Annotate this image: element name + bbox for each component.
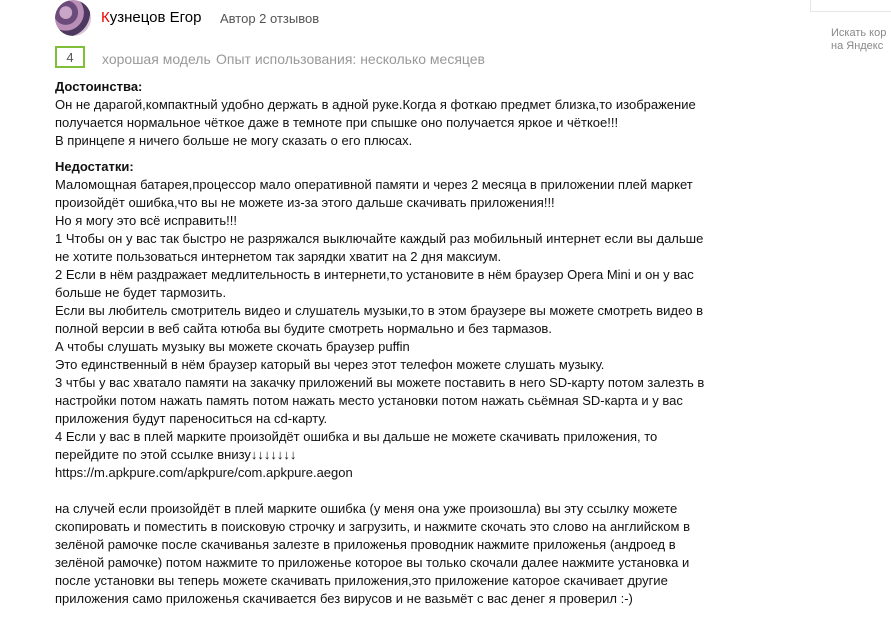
cons-line: больше не будет тармозить. xyxy=(55,285,227,300)
pros-line: получается нормальное чёткое даже в темноте при спышке оно получается яркое и чёткое!!! xyxy=(55,115,619,130)
cons-section xyxy=(55,158,715,608)
author-name-initial: К xyxy=(101,9,110,26)
author-review-count: Автор 2 отзывов xyxy=(220,11,320,26)
cons-line: приложения само приложенья скачивается без вирусов и не вазьмёт с вас денег я проверил :-) xyxy=(55,591,633,606)
cons-line: полной версии в веб сайта ютюба вы будите смотреть нормально и без тармазов. xyxy=(55,321,552,336)
author-name-text: Кузнецов Егор xyxy=(101,9,202,26)
cons-line: 3 чтбы у вас хватало памяти на закачку приложений вы можете поставить в него SD-карту потом залезть в xyxy=(55,375,705,390)
cons-line: зелёной рамочке) потом нажмите то приложенье которое вы только скочали далее нажмите установка и xyxy=(55,555,690,570)
cons-line: Если вы любитель смотритель видео и слушатель музыки,то в этом браузере вы можете смотреть видео в xyxy=(55,303,703,318)
author-avatar[interactable] xyxy=(55,0,91,36)
cons-line: после установки вы теперь можете скачивать приложения,это приложение каторое скачивает другие xyxy=(55,573,668,588)
sidebar-note-line1: Искать кор xyxy=(831,27,887,39)
sidebar-button-edge xyxy=(810,0,891,12)
cons-link[interactable]: https://m.apkpure.com/apkpure/com.apkpure.aegon xyxy=(55,465,353,480)
cons-line: Это единственный в нём браузер каторый вы через этот телефон можете слушать музыку. xyxy=(55,357,605,372)
rating-label: хорошая модель xyxy=(102,51,211,67)
cons-line: Маломощная батарея,процессор мало оперативной памяти и через 2 месяца в приложении плей маркет xyxy=(55,177,693,192)
sidebar-note-line2: на Яндекс xyxy=(831,40,884,52)
cons-line: Но я могу это всё исправить!!! xyxy=(55,213,237,228)
pros-section xyxy=(55,78,715,150)
usage-experience: Опыт использования: несколько месяцев xyxy=(216,51,485,67)
sidebar-note[interactable] xyxy=(831,27,886,53)
cons-line: А чтобы слушать музыку вы можете скочать браузер puffin xyxy=(55,339,410,354)
cons-line: 1 Чтобы он у вас так быстро не разряжался выключайте каждый раз мобильный интернет если вы дальше xyxy=(55,231,704,246)
pros-text xyxy=(55,96,715,150)
pros-line: В принцепе я ничего больше не могу сказать о его плюсах. xyxy=(55,133,413,148)
cons-line: приложения будут пареноситься на cd-карту. xyxy=(55,411,328,426)
cons-line: перейдите по этой ссылке внизу↓↓↓↓↓↓↓ xyxy=(55,447,297,462)
cons-line: настройки потом нажать память потом нажать место установки потом нажать сьёмная SD-карта и у вас xyxy=(55,393,683,408)
cons-line: на случей если произойдёт в плей марките ошибка (у меня она уже произошла) вы эту ссылку можете xyxy=(55,501,678,516)
cons-line: произойдёт ошибка,что вы не можете из-за этого дальше скачивать приложения!!! xyxy=(55,195,555,210)
pros-heading: Достоинства: xyxy=(55,79,143,94)
rating-badge: 4 xyxy=(55,46,85,68)
pros-line: Он не дарагой,компактный удобно держать в адной руке.Когда я фоткаю предмет близка,то изображение xyxy=(55,97,696,112)
cons-text xyxy=(55,176,715,608)
cons-line: зелёной рамочке после скачиванья залезте в приложенья проводник нажмите приложенья (андроед в xyxy=(55,537,676,552)
cons-line: скопировать и поместить в поисковую строчку и загрузить, и нажмите скочать это слово на английском в xyxy=(55,519,690,534)
review-body xyxy=(55,78,715,616)
cons-line: не хотите пользоваться интернетом так зарядки хватит на 2 дня максиум. xyxy=(55,249,502,264)
author-name[interactable] xyxy=(101,9,202,26)
blank-line xyxy=(55,482,715,500)
cons-heading: Недостатки: xyxy=(55,159,134,174)
cons-line: 2 Если в нём раздражает медлительность в интернети,то установите в нём браузер Opera Mini и он у вас xyxy=(55,267,694,282)
cons-line: 4 Если у вас в плей марките произойдёт ошибка и вы дальше не можете скачивать приложения, то xyxy=(55,429,658,444)
